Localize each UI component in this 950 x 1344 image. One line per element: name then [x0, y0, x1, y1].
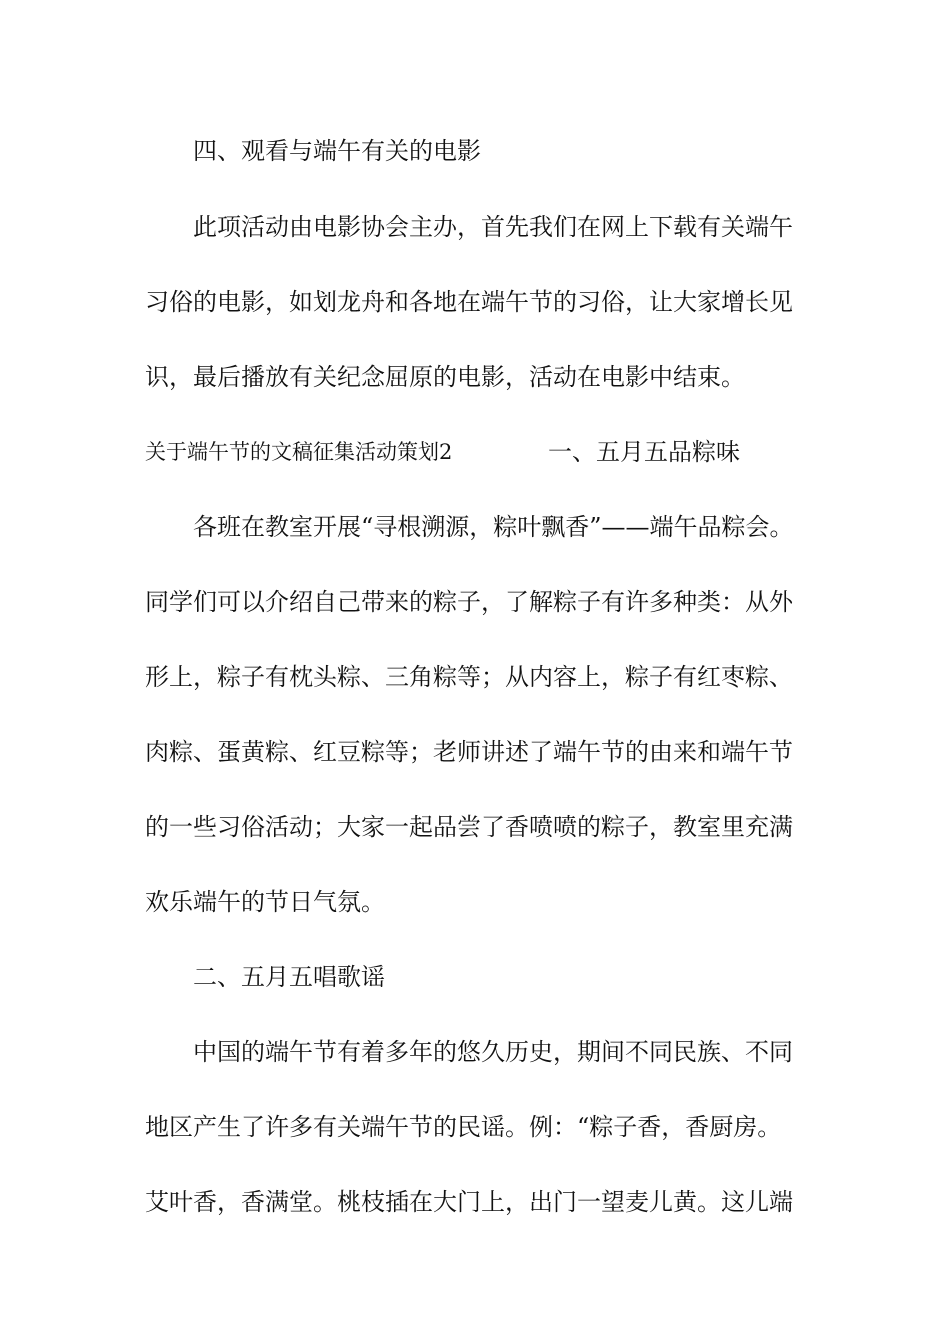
paragraph-line: 中国的端午节有着多年的悠久历史，期间不同民族、不同: [193, 1038, 793, 1066]
paragraph-line: 此项活动由电影协会主办，首先我们在网上下载有关端午: [193, 213, 793, 241]
paragraph-line: 各班在教室开展“寻根溯源，粽叶飘香”——端午品粽会。: [193, 513, 794, 541]
paragraph-line: 习俗的电影，如划龙舟和各地在端午节的习俗，让大家增长见: [145, 288, 793, 316]
section-heading-songs: 二、五月五唱歌谣: [193, 963, 385, 991]
paragraph-line: 地区产生了许多有关端午节的民谣。例：“粽子香，香厨房。: [145, 1113, 782, 1141]
paragraph-line: 欢乐端午的节日气氛。: [145, 888, 385, 916]
paragraph-line: 同学们可以介绍自己带来的粽子，了解粽子有许多种类：从外: [145, 588, 793, 616]
document-title: 关于端午节的文稿征集活动策划2: [145, 440, 453, 464]
section-heading-zongzi: 一、五月五品粽味: [548, 438, 740, 466]
paragraph-line: 的一些习俗活动；大家一起品尝了香喷喷的粽子，教室里充满: [145, 813, 793, 841]
paragraph-line: 艾叶香，香满堂。桃枝插在大门上，出门一望麦儿黄。这儿端: [145, 1188, 793, 1216]
paragraph-line: 识，最后播放有关纪念屈原的电影，活动在电影中结束。: [145, 363, 745, 391]
paragraph-line: 肉粽、蛋黄粽、红豆粽等；老师讲述了端午节的由来和端午节: [145, 738, 793, 766]
section-heading-watch-movies: 四、观看与端午有关的电影: [193, 137, 481, 165]
paragraph-line: 形上，粽子有枕头粽、三角粽等；从内容上，粽子有红枣粽、: [145, 663, 793, 691]
